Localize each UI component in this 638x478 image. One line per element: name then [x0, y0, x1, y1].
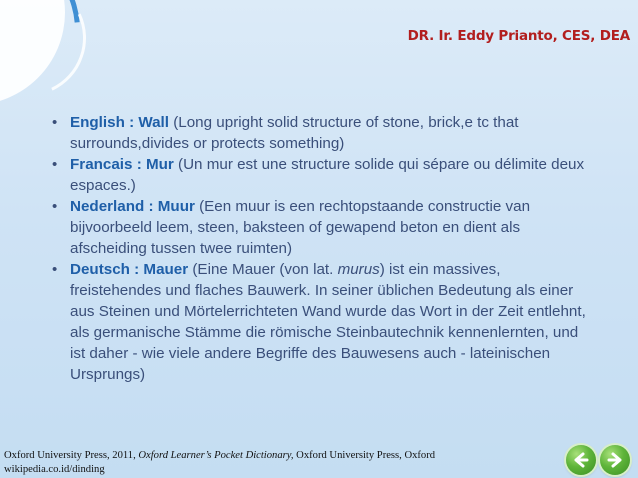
definition-text: (Un mur est une structure solide qui sépare ou délimite deux espaces.) — [70, 156, 585, 194]
citation-suffix: Oxford University Press, Oxford — [293, 450, 436, 461]
latin-term: murus — [337, 261, 380, 278]
arrow-left-icon — [571, 450, 591, 470]
list-item-francais — [50, 154, 590, 196]
bullet-icon: • — [52, 156, 58, 173]
citation-prefix: Oxford University Press, 2011, — [4, 450, 139, 461]
next-slide-button[interactable] — [600, 445, 630, 475]
term-label: Deutsch : Mauer — [70, 261, 189, 278]
reference-footer — [4, 449, 474, 477]
definition-list — [50, 112, 590, 385]
definition-text: (Eine Mauer (von lat. — [188, 261, 338, 278]
citation-title: Oxford Learner’s Pocket Dictionary, — [138, 450, 294, 461]
author-header: DR. Ir. Eddy Prianto, CES, DEA — [407, 28, 630, 44]
list-item-nederland — [50, 196, 590, 259]
slide-content — [50, 112, 590, 385]
definition-text: (Long upright solid structure of stone, brick,e tc that surrounds,divides or protects something) — [70, 114, 519, 152]
bullet-icon: • — [52, 261, 58, 278]
arrow-right-icon — [605, 450, 625, 470]
reference-source: wikipedia.co.id/dinding — [4, 464, 105, 475]
term-label: Nederland : Muur — [70, 198, 195, 215]
bullet-icon: • — [52, 114, 58, 131]
term-label: English : Wall — [70, 114, 170, 131]
list-item-english — [50, 112, 590, 154]
definition-text-continued: ) ist ein massives, freistehendes und flaches Bauwerk. In seiner üblichen Bedeutung als einer aus Steinen und Mörtelerrichteten Wand wurde das Wort in der Zeit entlehnt, als germanische Stämme die römische Steinbautechnik kennenlernten, und ist daher - wie viele andere Begriffe des Bauwesens auch - lateinischen Ursprungs) — [70, 261, 586, 383]
definition-text: (Een muur is een rechtopstaande constructie van bijvoorbeeld leem, steen, baksteen of gewapend beton en dient als afscheiding tussen twee ruimten) — [70, 198, 531, 257]
list-item-deutsch — [50, 259, 590, 385]
reference-citation — [4, 449, 474, 463]
term-label: Francais : Mur — [70, 156, 174, 173]
previous-slide-button[interactable] — [566, 445, 596, 475]
bullet-icon: • — [52, 198, 58, 215]
